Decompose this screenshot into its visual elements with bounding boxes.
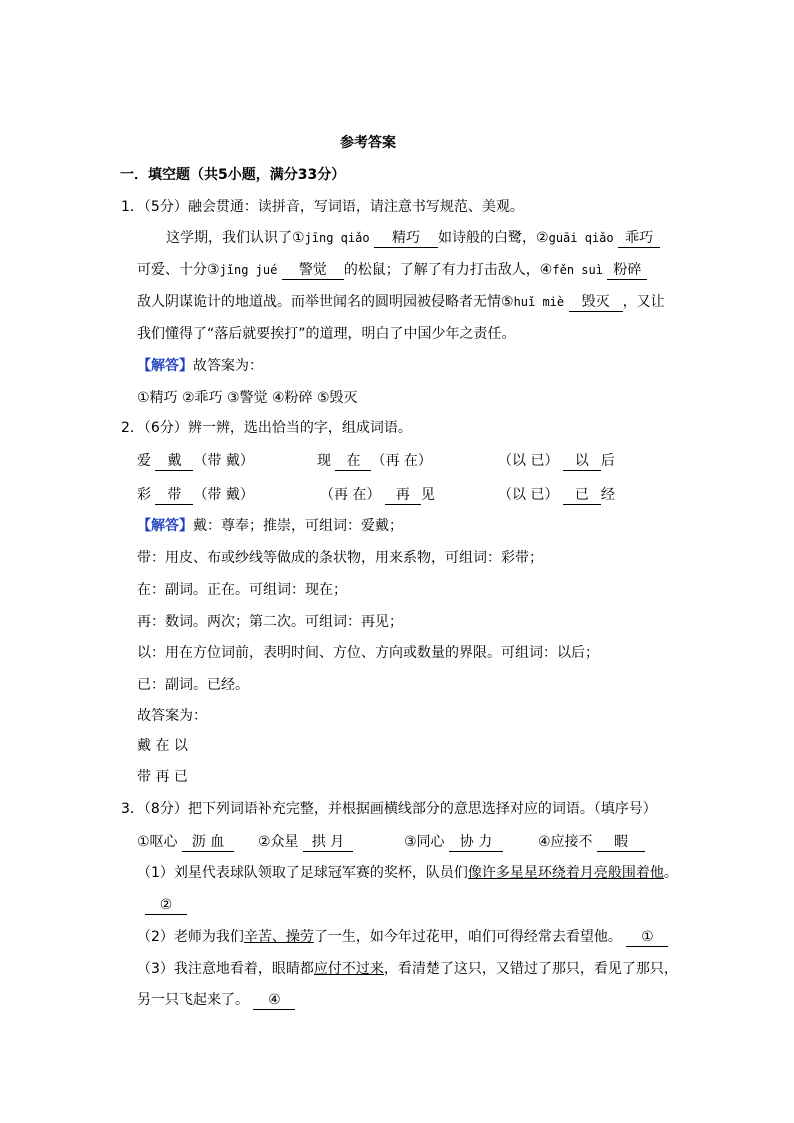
- q2-row1-col3: （以 已） 以 后: [498, 453, 615, 469]
- answer-blank: 暇: [597, 833, 645, 852]
- answer-blank: 拱 月: [303, 833, 353, 852]
- q2-answer-2: 带 再 已: [137, 769, 188, 785]
- q1-answer-list: ①精巧 ②乖巧 ③警觉 ④粉碎 ⑤毁灭: [137, 390, 358, 406]
- q2-answer-1: 戴 在 以: [137, 738, 188, 754]
- q3-sentence-3: （3）我注意地看着，眼睛都应付不过来，看清楚了这只，又错过了那只，看见了那只，: [137, 961, 678, 977]
- q3-sentence-1-answer: [145, 895, 187, 915]
- q1-line-1: 这学期，我们认识了①jīng qiǎo 精巧 如诗般的白鹭，②guāi qiǎo 乖巧: [166, 228, 660, 248]
- q2-explanation-1: 【解答】戴：尊奉；推崇，可组词：爱戴；: [137, 518, 403, 534]
- q1-line-2: 可爱、十分③jǐng jué 警觉 的松鼠；了解了有力打击敌人，④fěn suì 粉碎: [137, 260, 647, 280]
- q2-explanation-4: 再：数词。两次；第二次。可组词：再见；: [137, 614, 403, 630]
- q1-line-4: 我们懂得了“落后就要挨打”的道理，明白了中国少年之责任。: [137, 326, 516, 342]
- answer-blank: 粉碎: [607, 261, 647, 280]
- answer-blank: ②: [145, 896, 187, 915]
- answer-blank: 带: [155, 486, 193, 505]
- q3-word-3: ③同心 协 力: [404, 831, 503, 852]
- q2-explanation-2: 带：用皮、布或纱线等做成的条状物，用来系物，可组词：彩带；: [137, 550, 543, 566]
- answer-blank: 警觉: [282, 261, 344, 280]
- q3-word-2: ②众星 拱 月: [258, 831, 353, 852]
- answer-blank: ①: [626, 928, 668, 947]
- answer-blank: 戴: [155, 452, 193, 471]
- q3-sentence-3-cont: 另一只飞起来了。 ④: [137, 990, 295, 1010]
- answer-blank: 协 力: [449, 833, 503, 852]
- page-title: 参考答案: [340, 135, 396, 151]
- answer-blank: 毁灭: [569, 293, 623, 312]
- q1-heading: 1．（5分）融会贯通：读拼音，写词语，请注意书写规范、美观。: [121, 199, 524, 215]
- q2-row1-col1: 爱 戴 （带 戴）: [137, 453, 254, 469]
- q2-heading: 2．（6分）辨一辨，选出恰当的字，组成词语。: [121, 420, 412, 436]
- q2-row2-col3: （以 已） 已 经: [498, 487, 615, 503]
- answer-blank: 再: [385, 486, 421, 505]
- q3-sentence-2: （2）老师为我们辛苦、操劳了一生，如今年过花甲，咱们可得经常去看望他。 ①: [137, 927, 668, 947]
- answer-blank: 沥 血: [182, 833, 234, 852]
- q3-heading: 3．（8分）把下列词语补充完整，并根据画横线部分的意思选择对应的词语。（填序号）: [121, 801, 657, 817]
- q1-line-3: 敌人阴谋诡计的地道战。而举世闻名的圆明园被侵略者无情⑤huǐ miè 毁灭 ，又让: [137, 294, 665, 310]
- answer-blank: 乖巧: [618, 229, 660, 248]
- section-heading: 一．填空题（共5小题，满分33分）: [120, 167, 346, 183]
- q2-explanation-3: 在：副词。正在。可组词：现在；: [137, 582, 347, 598]
- answer-blank: 已: [563, 486, 601, 505]
- q3-word-4: ④应接不 暇: [538, 831, 645, 852]
- q2-answer-label: 故答案为：: [137, 708, 207, 724]
- q2-row2-col1: 彩 带 （带 戴）: [137, 487, 254, 503]
- q2-row2-col2: （再 在） 再 见: [320, 487, 435, 503]
- q3-word-1: ①呕心 沥 血: [137, 831, 234, 852]
- answer-blank: 以: [563, 452, 601, 471]
- answer-blank: 在: [335, 452, 371, 471]
- q1-solution: 【解答】故答案为：: [137, 358, 263, 374]
- answer-blank: 精巧: [374, 229, 438, 248]
- q2-row1-col2: 现 在 （再 在）: [317, 453, 432, 469]
- q3-sentence-1: （1）刘星代表球队领取了足球冠军赛的奖杯，队员们像许多星星环绕着月亮般围着他。: [137, 865, 678, 881]
- q2-explanation-5: 以：用在方位词前，表明时间、方位、方向或数量的界限。可组词：以后；: [137, 645, 599, 661]
- answer-blank: ④: [253, 991, 295, 1010]
- q2-explanation-6: 已：副词。已经。: [137, 677, 249, 693]
